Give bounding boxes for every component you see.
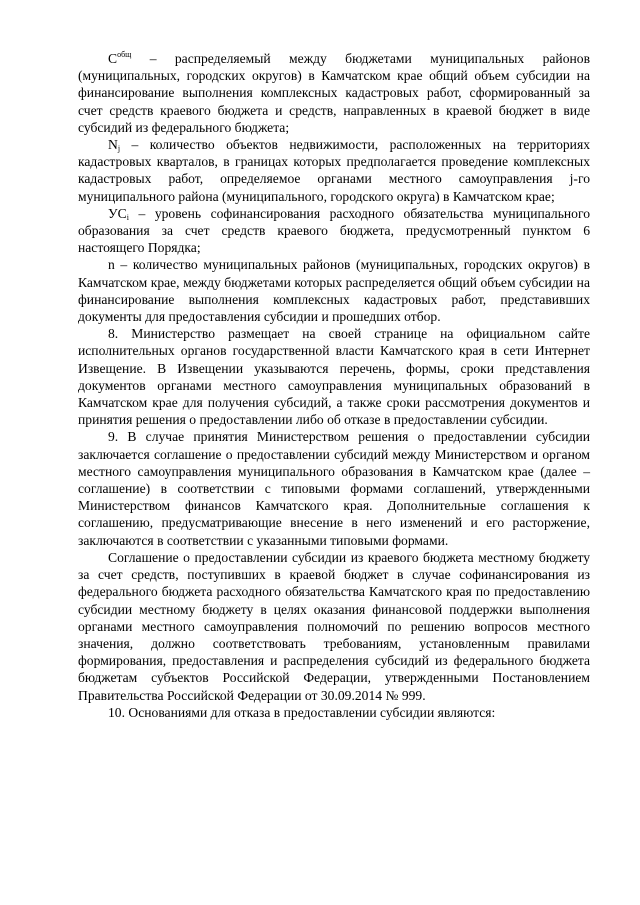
paragraph-10: 10. Основаниями для отказа в предоставлении субсидии являются:: [108, 704, 496, 720]
document-page: [78, 50, 590, 721]
paragraph-8: 8. Министерство размещает на своей странице на официальном сайте исполнительных органов государственной власти Камчатского края в сети Интернет Извещение. В Извещении указываются перечень, формы, сроки представления документов органами местного самоуправления муниципальных образований в Камчатском крае для получения субсидий, а также сроки рассмотрения документов и принятия решения о предоставлении либо об отказе в предоставлении субсидии.: [78, 326, 590, 428]
definition-n-j: $N_j$ – количество объектов недвижимости, расположенных на территориях кадастровых кварталов, в границах которых предполагается проведение комплексных кадастровых работ, определяемое органами местного самоуправления j-го муниципального района (муниципального, городского округа) в Камчатском крае;: [78, 137, 590, 204]
symbol-yc-i: $УС_i$: [108, 205, 129, 222]
definition-n-count: n – количество муниципальных районов (муниципальных, городских округов) в Камчатском крае, между бюджетами которых распределяется общий объем субсидии на финансирование выполнения комплексных кадастровых работ, представивших документы для предоставления субсидии и прошедших отбор.: [78, 257, 590, 325]
definition-c-total: $C^{общ}$ – распределяемый между бюджетами муниципальных районов (муниципальных, городских округов) в Камчатском крае общий объем субсидии на финансирование выполнения комплексных кадастровых работ, сформированный за счет средств краевого бюджета и средств, направленных в краевой бюджет в виде субсидий из федерального бюджета;: [78, 50, 590, 135]
paragraph-9: 9. В случае принятия Министерством решения о предоставлении субсидии заключается соглашение о предоставлении субсидий между Министерством и органом местного самоуправления муниципального образования в Камчатском крае (далее – соглашение) в соответствии с типовыми формами соглашений, утвержденными Министерством финансов Камчатского края. Дополнительные соглашения к соглашению, предусматривающие внесение в него изменений и его расторжение, заключаются в соответствии с указанными типовыми формами.: [78, 429, 590, 548]
paragraph-9-agreement: Соглашение о предоставлении субсидии из краевого бюджета местному бюджету за счет средств, поступивших в краевой бюджет в случае софинансирования из федерального бюджета расходного обязательства Камчатского края по предоставлению субсидии местному бюджету в целях оказания финансовой поддержки выполнения органами местного самоуправления полномочий по решению вопросов местного значения, должно соответствовать требованиям, установленным правилами формирования, предоставления и распределения субсидий из федерального бюджета бюджетам субъектов Российской Федерации, утвержденными Постановлением Правительства Российской Федерации от 30.09.2014 № 999.: [78, 549, 590, 703]
definition-yc-i: $УС_i$ – уровень софинансирования расходного обязательства муниципального образования за счет средств краевого бюджета, предусмотренный пунктом 6 настоящего Порядка;: [78, 205, 590, 256]
symbol-n-j: $N_j$: [108, 137, 121, 154]
symbol-c-total: $C^{общ}$: [108, 50, 132, 66]
